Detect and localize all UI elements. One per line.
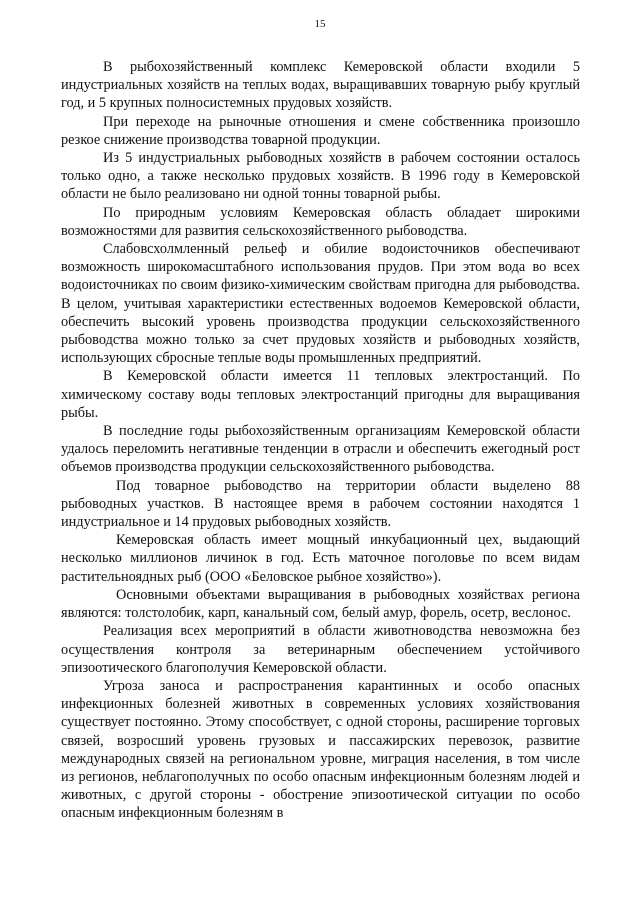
paragraph-obekty-vyrashchivaniya: Основными объектами выращивания в рыбоводных хозяйствах региона являются: толстолобик, карп, канальный сом, белый амур, форель, осетр, веслонос.	[61, 586, 580, 622]
document-body	[61, 58, 580, 823]
paragraph-poslednie-gody: В последние годы рыбохозяйственным организациям Кемеровской области удалось переломить негативные тенденции в отрасли и обеспечить ежегодный рост объемов производства продукции сельскохозяйственного рыбоводства.	[61, 423, 580, 476]
paragraph-inkubatsionnyi-tsekh: Кемеровская область имеет мощный инкубационный цех, выдающий несколько миллионов личинок в год. Есть маточное поголовье по всем видам растительноядных рыб (ООО «Беловское рыбное хозяйство»).	[61, 532, 580, 585]
paragraph-tovarnoe-rybovodstvo: Под товарное рыбоводство на территории области выделено 88 рыбоводных участков. В настоящее время в рабочем состоянии находятся 1 индустриальное и 14 прудовых рыбоводных хозяйств.	[61, 477, 580, 531]
paragraph-rybokhoz-kompleks: В рыбохозяйственный комплекс Кемеровской области входили 5 индустриальных хозяйств на теплых водах, выращивавших товарную рыбу круглый год, и 5 крупных полносистемных прудовых хозяйств.	[61, 59, 580, 112]
page-number: 15	[314, 18, 326, 30]
paragraph-veterinarnyi-kontrol: Реализация всех мероприятий в области животноводства невозможна без осуществления контроля за ветеринарным обеспечением устойчивого эпизоотического благополучия Кемеровской области.	[61, 623, 580, 676]
paragraph-teplovye-elektrostantsii: В Кемеровской области имеется 11 тепловых электростанций. По химическому составу воды тепловых электростанций пригодны для выращивания рыбы.	[61, 368, 580, 421]
paragraph-rabochee-sostoyanie: Из 5 индустриальных рыбоводных хозяйств в рабочем состоянии осталось только одно, а также несколько прудовых хозяйств. В 1996 году в Кемеровской области не было реализовано ни одной тонны товарной рыбы.	[61, 150, 580, 203]
paragraph-ugroza-zanosa: Угроза заноса и распространения карантинных и особо опасных инфекционных болезней животных в современных условиях хозяйствования существует постоянно. Этому способствует, с одной стороны, расширение торговых связей, возросший уровень грузовых и пассажирских перевозок, развитие международных связей на региональном уровне, миграция населения, в том числе из регионов, неблагополучных по особо опасным инфекционным болезням людей и животных, с другой стороны - обострение эпизоотической ситуации по особо опасным инфекционным болезням в	[61, 677, 580, 822]
paragraph-prirodnye-usloviya: По природным условиям Кемеровская область обладает широкими возможностями для развития сельскохозяйственного рыбоводства.	[61, 204, 580, 239]
paragraph-relief-vodoistochniki: Слабовсхолмленный рельеф и обилие водоисточников обеспечивают возможность широкомасштабного использования прудов. При этом вода во всех водоисточниках по своим физико-химическим свойствам пригодна для рыбоводства. В целом, учитывая характеристики естественных водоемов Кемеровской области, обеспечить высокий уровень производства продукции сельскохозяйственного рыбоводства можно только за счет прудовых хозяйств и рыбоводных хозяйств, использующих сбросные теплые воды промышленных предприятий.	[61, 241, 580, 367]
paragraph-rynochnye-otnosheniya: При переходе на рыночные отношения и смене собственника произошло резкое снижение производства товарной продукции.	[61, 113, 580, 148]
